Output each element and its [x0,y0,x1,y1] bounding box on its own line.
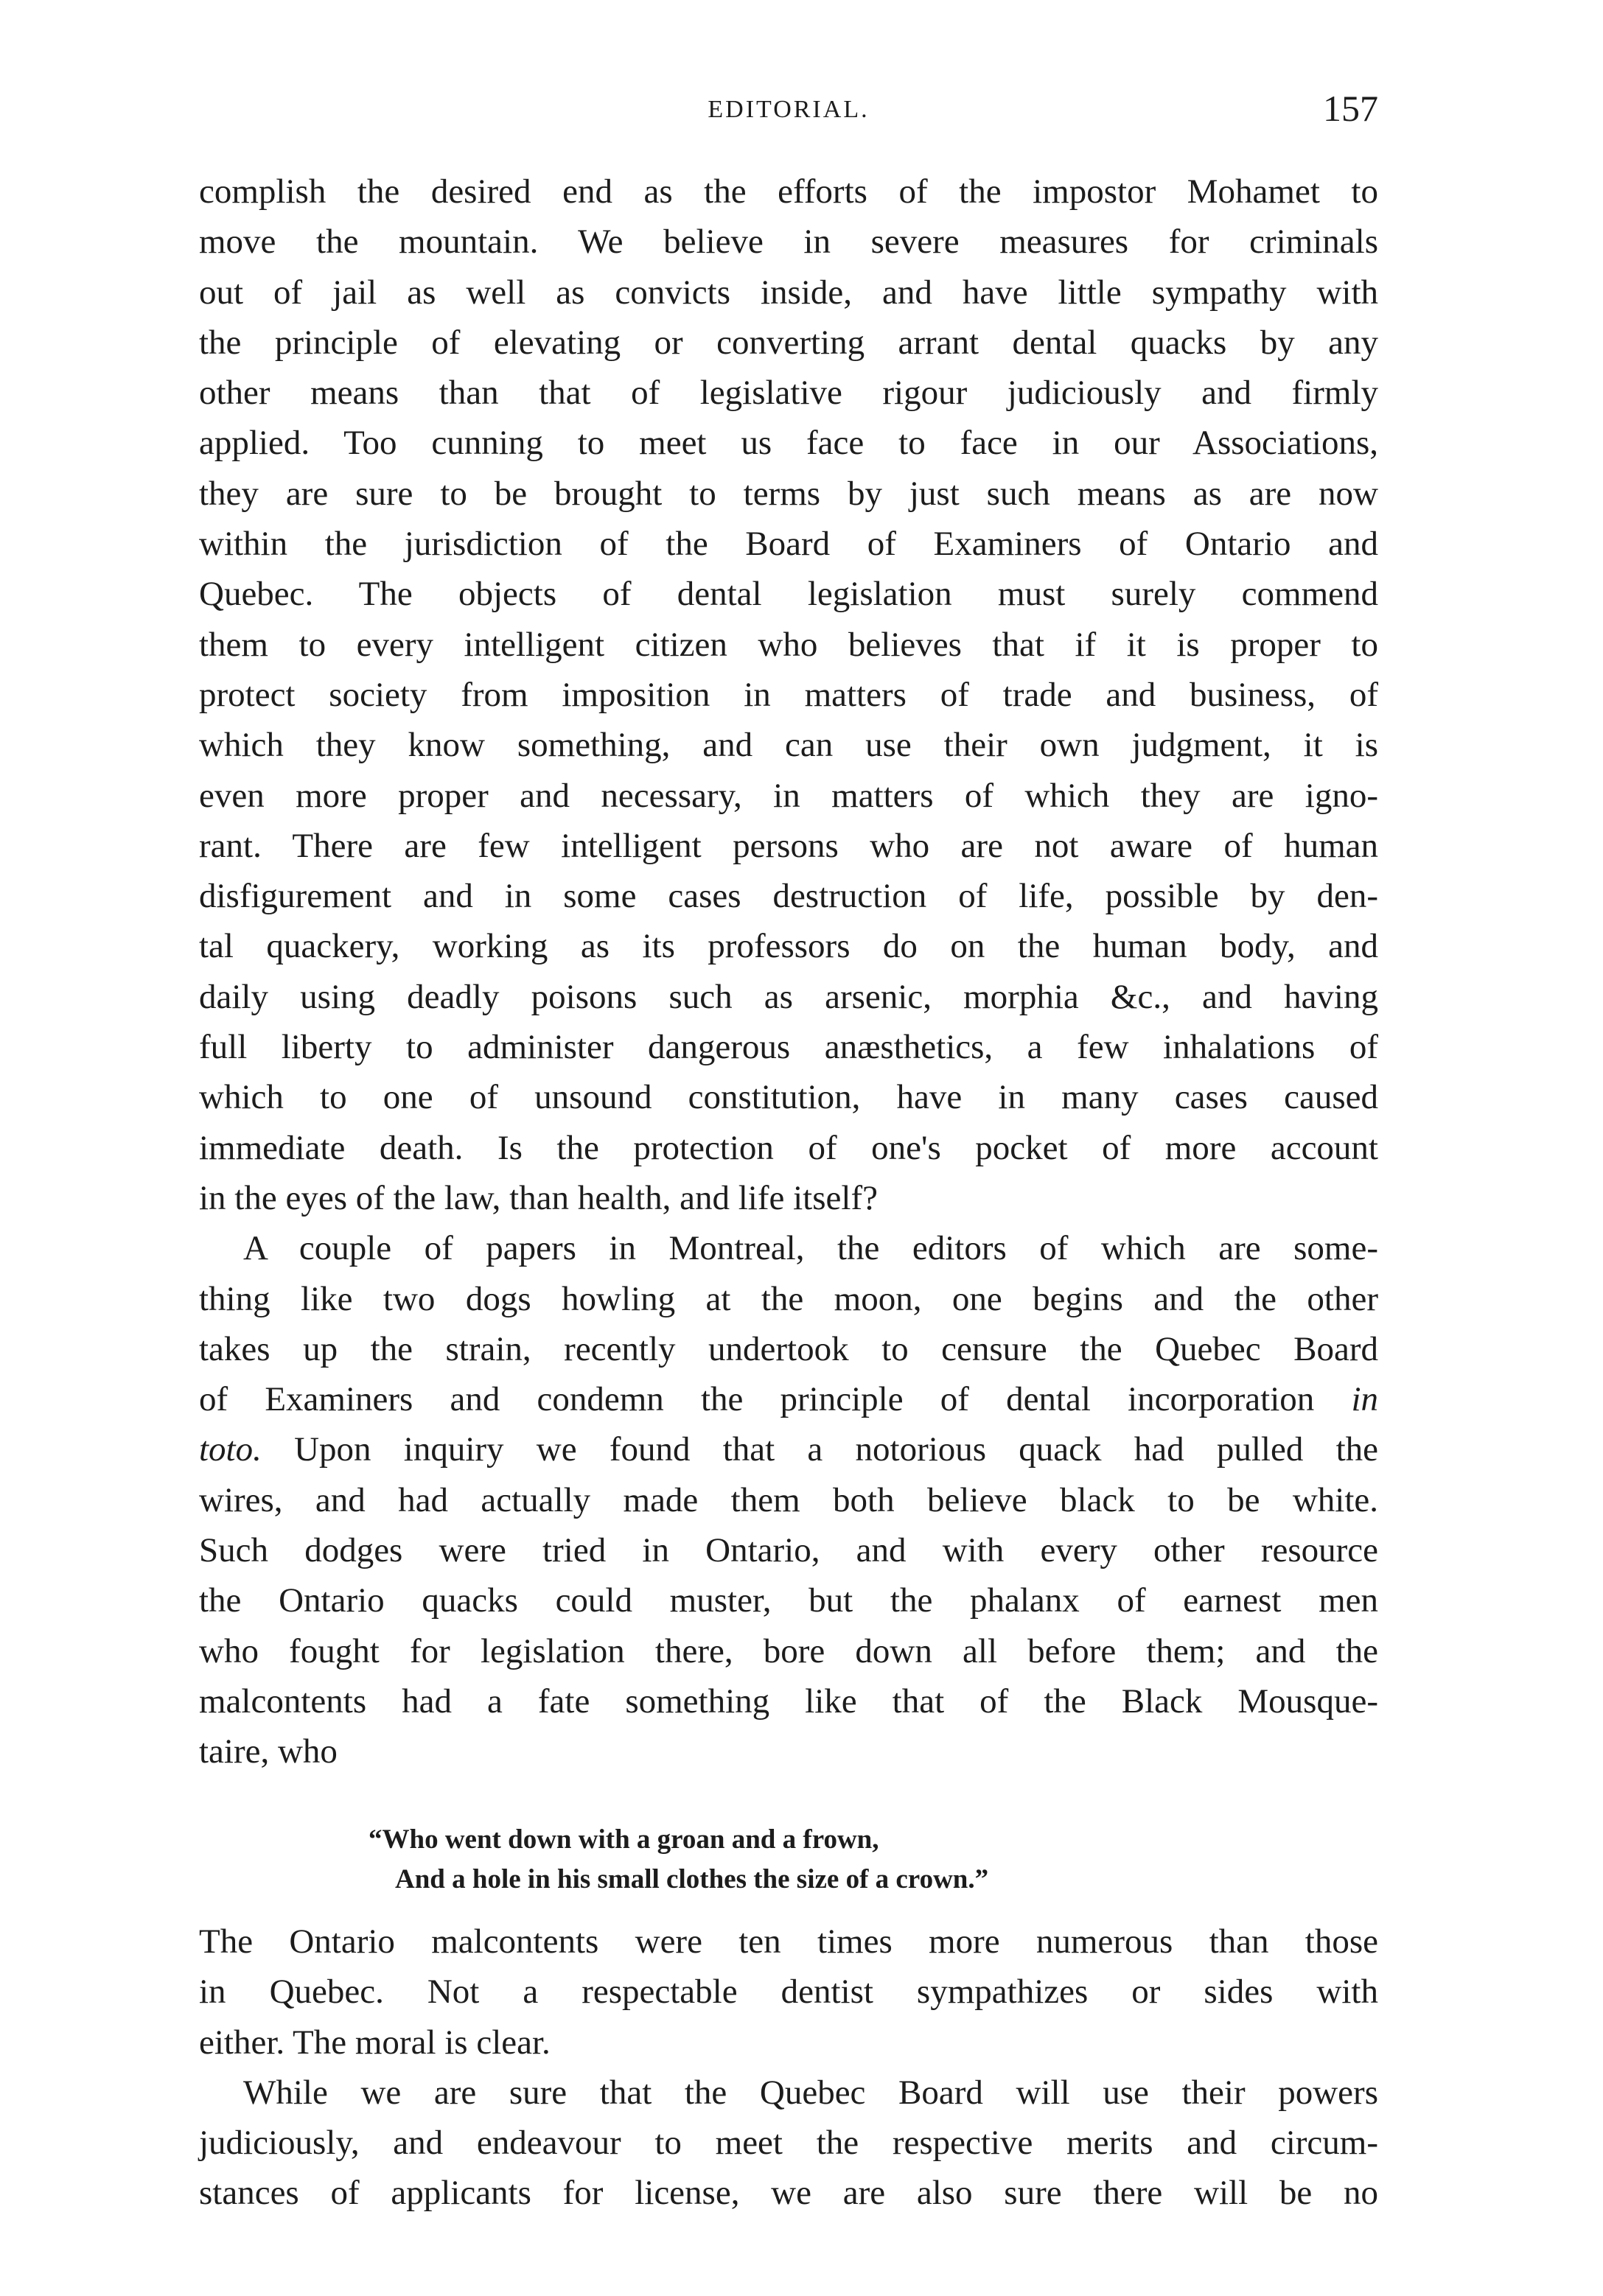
text-line: judiciously, and endeavour to meet the respective merits and circum- [199,2124,1378,2163]
text-line: stances of applicants for license, we are also sure there will be no [199,2174,1378,2213]
text-line: full liberty to administer dangerous anæsthetics, a few inhalations of [199,1028,1378,1067]
text-line: immediate death. Is the protection of one's pocket of more account [199,1128,1378,1167]
text-line: them to every intelligent citizen who believes that if it is proper to [199,625,1378,664]
verse-quotation [369,1820,1327,1900]
text-line: the principle of elevating or converting arrant dental quacks by any [199,323,1378,362]
page-header [199,87,1378,131]
italic-text: in [1351,1380,1379,1419]
text-line: Such dodges were tried in Ontario, and with every other resource [199,1531,1378,1570]
text-line: they are sure to be brought to terms by just such means as are now [199,474,1378,513]
body-text-continued [199,1917,1378,2219]
text-line: A couple of papers in Montreal, the editors of which are some- [243,1229,1378,1268]
text-line: in Quebec. Not a respectable dentist sympathizes or sides with [199,1973,1378,2012]
text-line: wires, and had actually made them both believe black to be white. [199,1480,1378,1519]
text-line: taire, who [199,1732,338,1771]
text-line: thing like two dogs howling at the moon, one begins and the other [199,1279,1378,1318]
text-line: rant. There are few intelligent persons who are not aware of human [199,826,1378,865]
text-line: other means than that of legislative rigour judiciously and firmly [199,374,1378,413]
text-line: move the mountain. We believe in severe measures for criminals [199,223,1378,262]
text-line: While we are sure that the Quebec Board will use their powers [243,2073,1378,2112]
text-line: even more proper and necessary, in matters of which they are igno- [199,776,1378,815]
quote-line: “Who went down with a groan and a frown, [369,1824,879,1855]
text-line: within the jurisdiction of the Board of Examiners of Ontario and [199,525,1378,564]
text-line: applied. Too cunning to meet us face to face in our Associations, [199,424,1378,463]
text-line: takes up the strain, recently undertook to censure the Quebec Board [199,1329,1378,1368]
text-line: daily using deadly poisons such as arsenic, morphia &c., and having [199,977,1378,1016]
text-line: which they know something, and can use their own judgment, it is [199,726,1378,765]
text-line: the Ontario quacks could muster, but the phalanx of earnest men [199,1581,1378,1620]
running-head: EDITORIAL. [708,96,870,123]
text-fragment: of Examiners and condemn the principle of dental incorporation [199,1380,1315,1419]
text-line: out of jail as well as convicts inside, and have little sympathy with [199,273,1378,312]
text-line: The Ontario malcontents were ten times more numerous than those [199,1922,1378,1961]
quote-line: And a hole in his small clothes the size of a crown.” [395,1864,989,1894]
text-line: malcontents had a fate something like that of the Black Mousque- [199,1681,1378,1721]
text-line: complish the desired end as the efforts of the impostor Mohamet to [199,172,1378,211]
text-line: tal quackery, working as its professors do on the human body, and [199,927,1378,966]
text-fragment: Upon inquiry we found that a notorious quack had pulled the [294,1430,1378,1469]
italic-text: toto. [199,1430,262,1469]
text-line: in the eyes of the law, than health, and life itself? [199,1178,878,1217]
text-line: Quebec. The objects of dental legislation must surely commend [199,575,1378,614]
body-text [199,167,1378,1777]
text-line: disfigurement and in some cases destruction of life, possible by den- [199,877,1378,916]
text-line-with-italic [199,1374,1378,1424]
text-line: protect society from imposition in matters of trade and business, of [199,675,1378,714]
text-line: either. The moral is clear. [199,2023,551,2062]
text-line: which to one of unsound constitution, have in many cases caused [199,1078,1378,1117]
page-number: 157 [1323,88,1378,129]
text-line-with-italic [199,1424,1378,1474]
text-line: who fought for legislation there, bore down all before them; and the [199,1631,1378,1670]
